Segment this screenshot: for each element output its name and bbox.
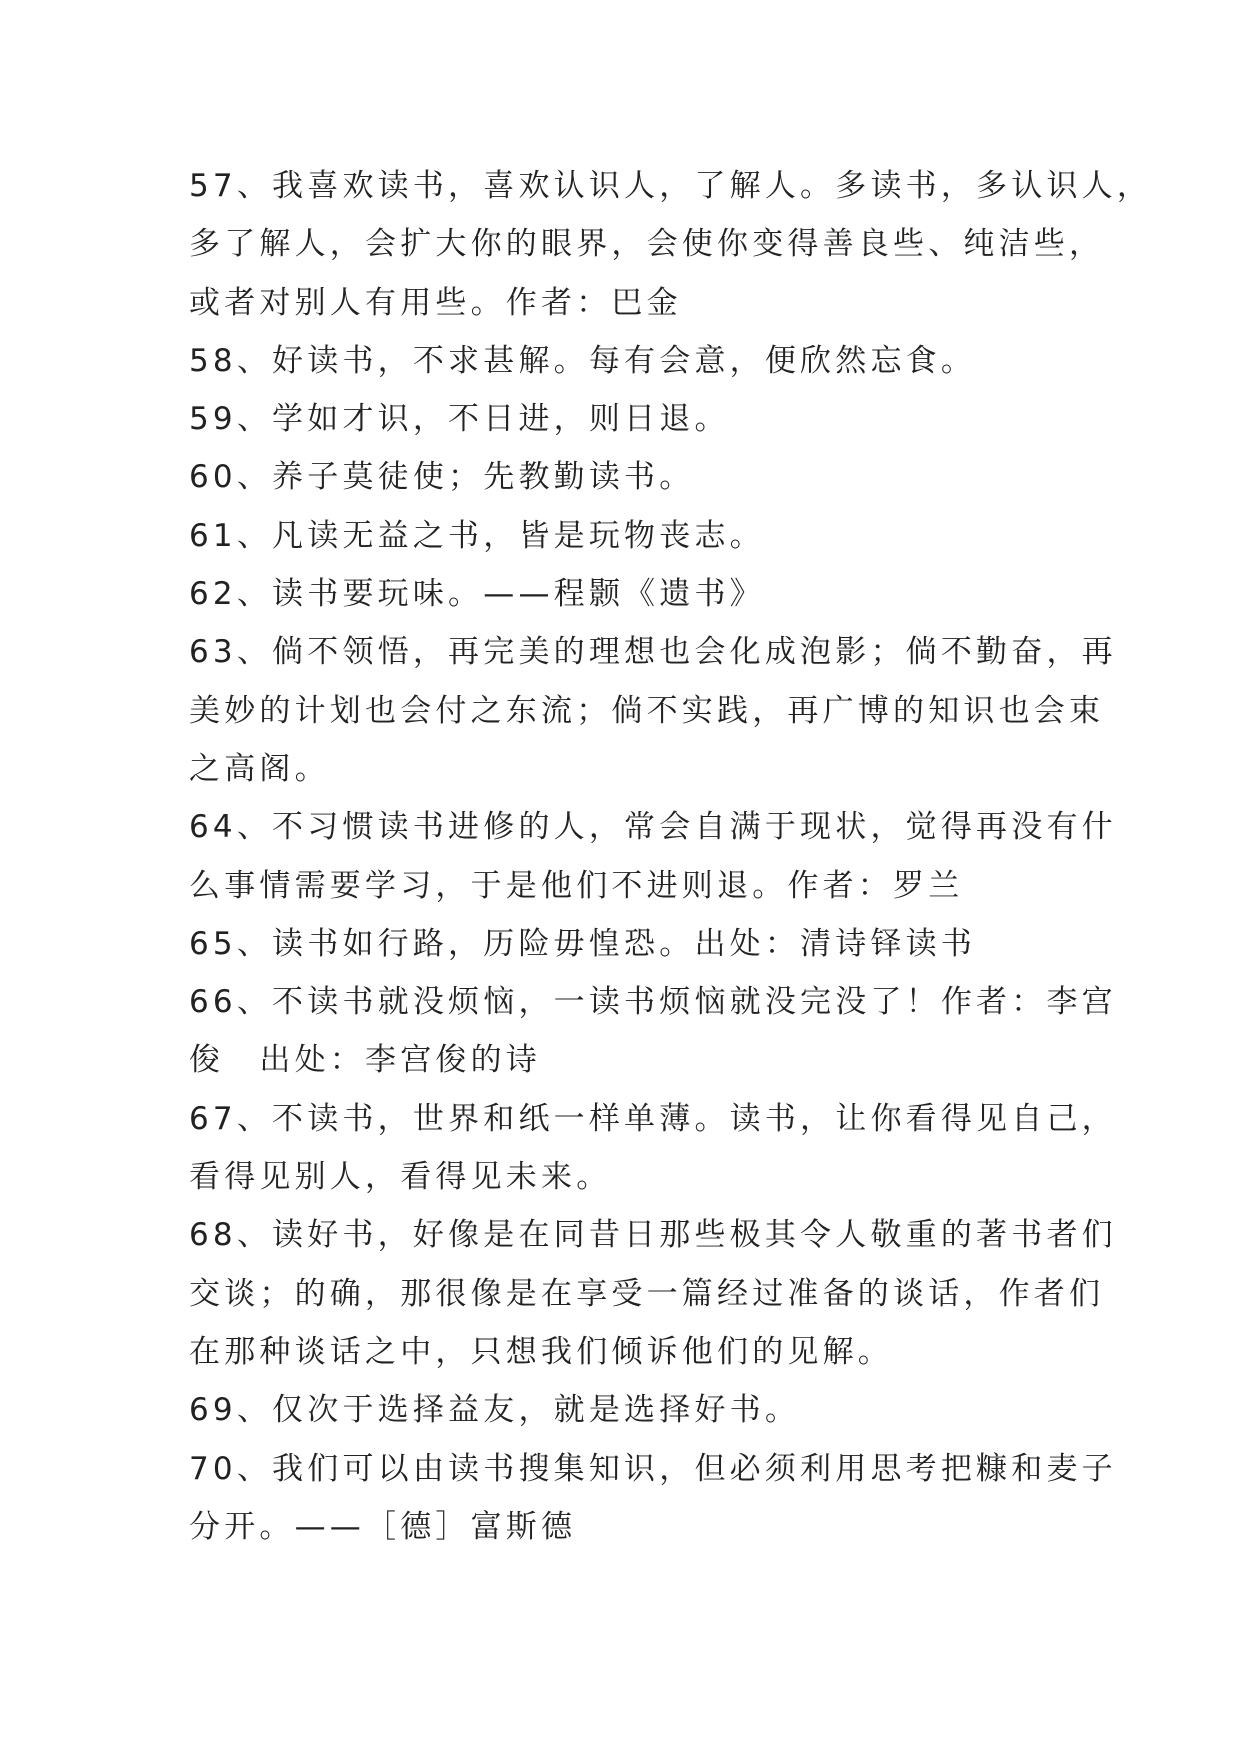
quote-63-line-1: 63、倘不领悟，再完美的理想也会化成泡影；倘不勤奋，再: [189, 634, 1117, 671]
quote-70-line-2: 分开。——［德］富斯德: [189, 1508, 577, 1545]
quote-62: 62、读书要玩味。——程颢《遗书》: [189, 576, 765, 613]
quote-68-line-3: 在那种谈话之中，只想我们倾诉他们的见解。: [189, 1333, 893, 1370]
quote-70-line-1: 70、我们可以由读书搜集知识，但必须利用思考把糠和麦子: [189, 1450, 1117, 1487]
quote-68-line-2: 交谈；的确，那很像是在享受一篇经过准备的谈话，作者们: [189, 1275, 1105, 1312]
quote-60: 60、养子莫徒使；先教勤读书。: [189, 459, 695, 496]
quote-65: 65、读书如行路，历险毋惶恐。出处：清诗铎读书: [189, 925, 977, 962]
quote-58: 58、好读书，不求甚解。每有会意，便欣然忘食。: [189, 342, 977, 379]
quote-59: 59、学如才识，不日进，则日退。: [189, 401, 730, 438]
quote-63-line-2: 美妙的计划也会付之东流；倘不实践，再广博的知识也会束: [189, 692, 1105, 729]
quote-69: 69、仅次于选择益友，就是选择好书。: [189, 1392, 801, 1429]
quote-57-line-2: 多了解人，会扩大你的眼界，会使你变得善良些、纯洁些，: [189, 226, 1105, 263]
quote-63-line-3: 之高阁。: [189, 750, 330, 787]
quote-67-line-1: 67、不读书，世界和纸一样单薄。读书，让你看得见自己，: [189, 1100, 1117, 1137]
quote-64-line-1: 64、不习惯读书进修的人，常会自满于现状，觉得再没有什: [189, 809, 1117, 846]
quote-67-line-2: 看得见别人，看得见未来。: [189, 1159, 612, 1196]
quote-66-line-1: 66、不读书就没烦恼，一读书烦恼就没完没了！作者：李宫: [189, 984, 1117, 1021]
quote-61: 61、凡读无益之书，皆是玩物丧志。: [189, 517, 765, 554]
quote-68-line-1: 68、读好书，好像是在同昔日那些极其令人敬重的著书者们: [189, 1217, 1117, 1254]
document-body: [189, 157, 1153, 1556]
quote-66-line-2: 俊 出处：李宫俊的诗: [189, 1042, 541, 1079]
quote-57-line-3: 或者对别人有用些。作者：巴金: [189, 284, 682, 321]
quote-57-line-1: 57、我喜欢读书，喜欢认识人，了解人。多读书，多认识人，: [189, 168, 1153, 204]
quote-64-line-2: 么事情需要学习，于是他们不进则退。作者：罗兰: [189, 867, 964, 904]
